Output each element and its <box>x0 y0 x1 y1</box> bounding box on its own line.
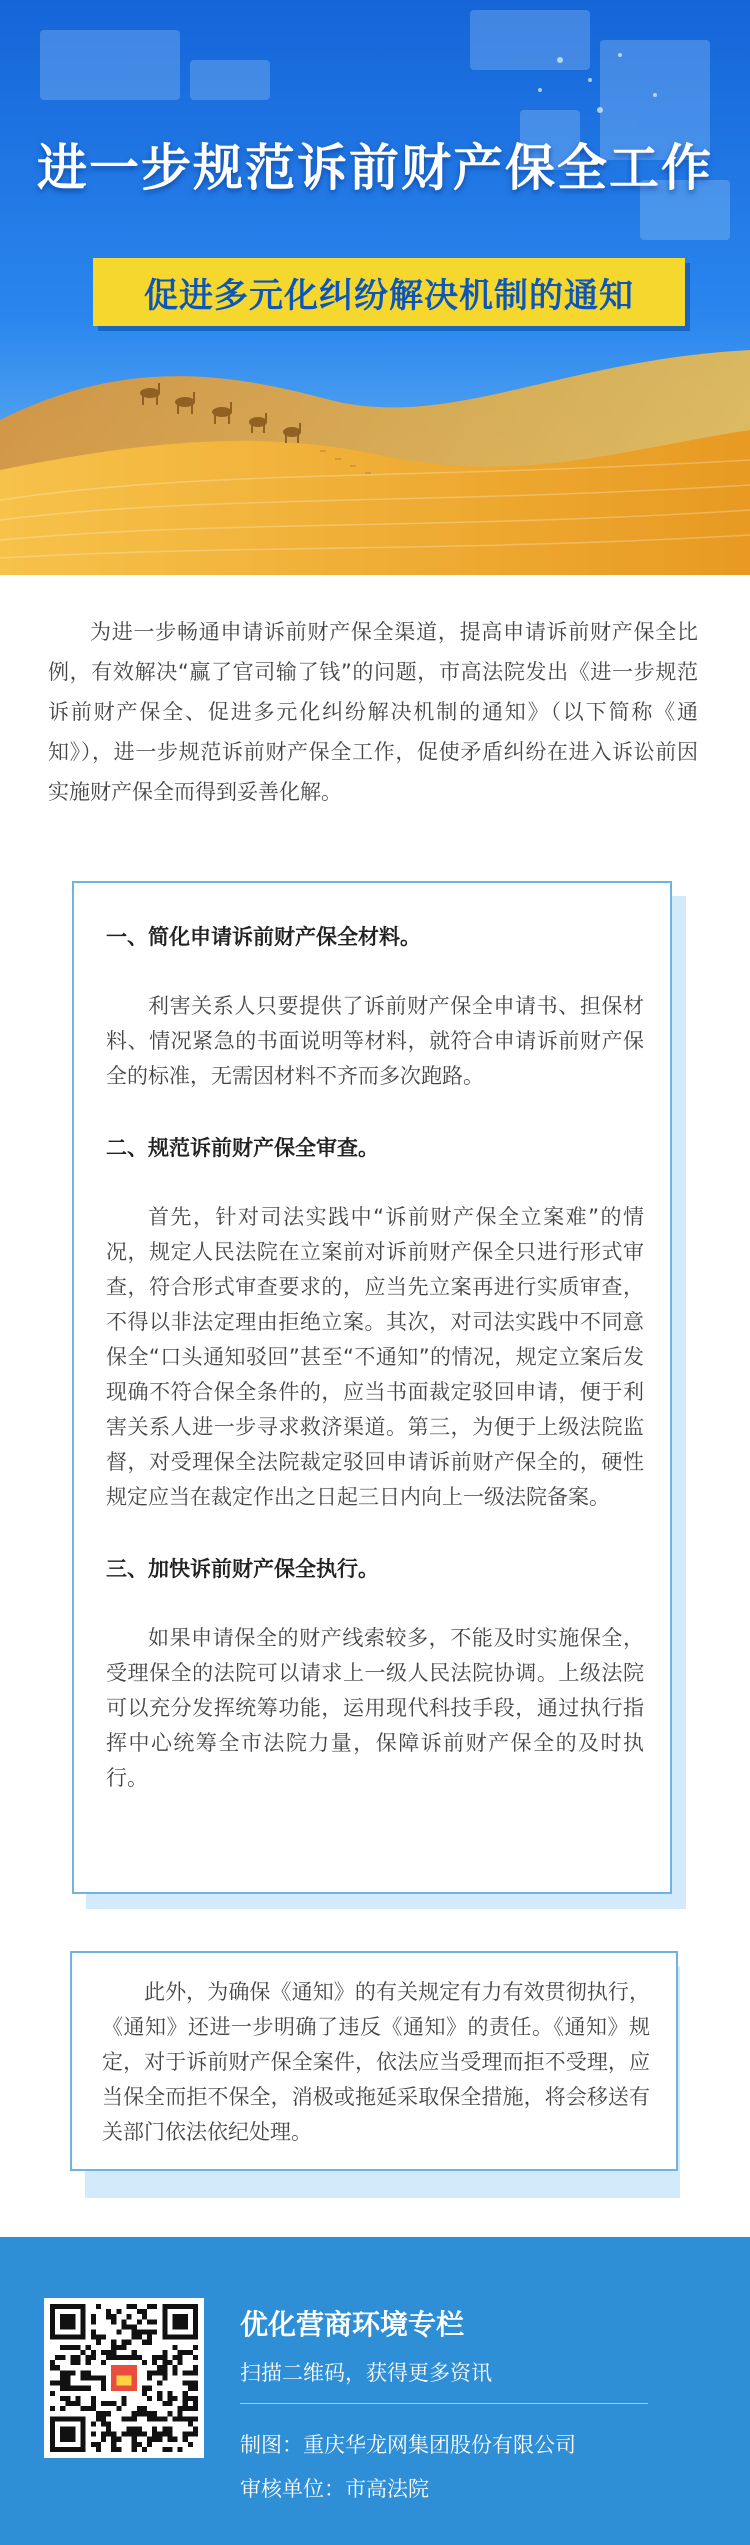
footer-divider <box>240 2403 648 2404</box>
page-subtitle: 促进多元化纠纷解决机制的通知 <box>144 275 634 316</box>
note-body: 此外，为确保《通知》的有关规定有力有效贯彻执行，《通知》还进一步明确了违反《通知》的责任。《通知》规定，对于诉前财产保全案件，依法应当受理而拒不受理，应当保全而拒不保全，消极或拖延采取保全措施，将会移送有关部门依法依纪处理。 <box>102 1980 650 2144</box>
reviewer-credit: 审核单位：市高法院 <box>240 2477 429 2501</box>
maker-credit: 制图：重庆华龙网集团股份有限公司 <box>240 2433 576 2457</box>
note-box <box>70 1951 678 2171</box>
intro-paragraph: 为进一步畅通申请诉前财产保全渠道，提高申请诉前财产保全比例，有效解决“赢了官司输了钱”的问题，市高法院发出《进一步规范诉前财产保全、促进多元化纠纷解决机制的通知》（以下简称《通知》），进一步规范诉前财产保全工作，促使矛盾纠纷在进入诉讼前因实施财产保全而得到妥善化解。 <box>48 620 698 804</box>
section-heading: 三、加快诉前财产保全执行。 <box>106 1557 379 1581</box>
scan-hint: 扫描二维码，获得更多资讯 <box>240 2361 492 2385</box>
section-heading: 一、简化申请诉前财产保全材料。 <box>106 925 421 949</box>
section-body: 利害关系人只要提供了诉前财产保全申请书、担保材料、情况紧急的书面说明等材料，就符合申请诉前财产保全的标准，无需因材料不齐而多次跑路。 <box>106 994 644 1088</box>
hero-banner <box>0 0 750 575</box>
section-body: 首先，针对司法实践中“诉前财产保全立案难”的情况，规定人民法院在立案前对诉前财产保全只进行形式审查，符合形式审查要求的，应当先立案再进行实质审查，不得以非法定理由拒绝立案。其次，对司法实践中不同意保全“口头通知驳回”甚至“不通知”的情况，规定立案后发现确不符合保全条件的，应当书面裁定驳回申请，便于利害关系人进一步寻求救济渠道。第三，为便于上级法院监督，对受理保全法院裁定驳回申请诉前财产保全的，硬性规定应当在裁定作出之日起三日内向上一级法院备案。 <box>106 1205 644 1509</box>
section-body: 如果申请保全的财产线索较多，不能及时实施保全，受理保全的法院可以请求上一级人民法院协调。上级法院可以充分发挥统筹功能，运用现代科技手段，通过执行指挥中心统筹全市法院力量，保障诉前财产保全的及时执行。 <box>106 1626 644 1790</box>
page-title: 进一步规范诉前财产保全工作 <box>37 139 713 197</box>
content-box <box>72 881 672 1894</box>
qr-code-icon[interactable] <box>44 2298 204 2458</box>
qr-code-graphic <box>50 2304 198 2452</box>
footer <box>0 2237 750 2545</box>
section-heading: 二、规范诉前财产保全审查。 <box>106 1136 379 1160</box>
column-title: 优化营商环境专栏 <box>240 2308 465 2341</box>
subtitle-banner <box>93 258 685 326</box>
